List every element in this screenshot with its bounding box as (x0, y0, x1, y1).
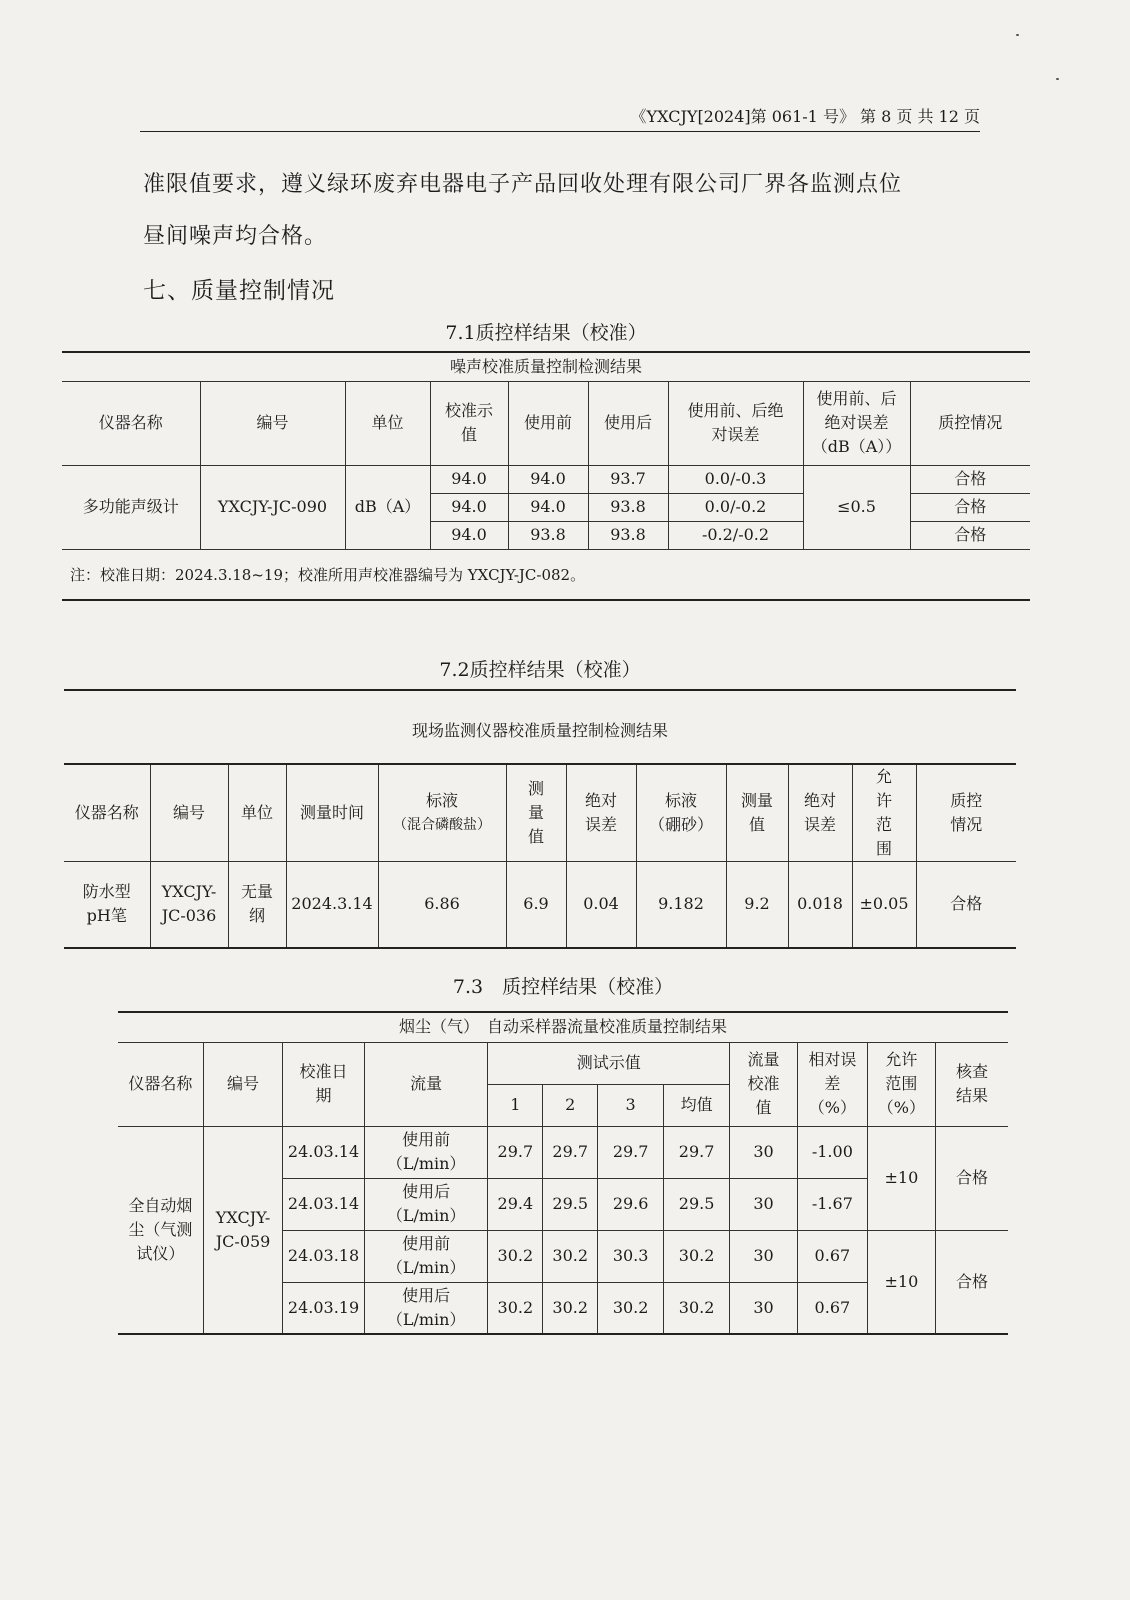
page-header: 《YXCJY[2024]第 061-1 号》 第 8 页 共 12 页 (140, 104, 980, 132)
header-measured-value: 测量值 (506, 764, 566, 862)
intro-line-2: 昼间噪声均合格。 (143, 224, 328, 249)
header-allowed-range: 允许范围（%） (867, 1042, 935, 1126)
header-abs-error-db: 使用前、后绝对误差（dB（A）） (803, 381, 910, 465)
header-reading-1: 1 (488, 1084, 543, 1126)
header-standard-phosphate (378, 764, 506, 862)
relative-error: -1.67 (797, 1178, 867, 1230)
header-code: 编号 (203, 1042, 282, 1126)
header-instrument: 仪器名称 (64, 764, 150, 862)
reading-1: 30.2 (488, 1282, 543, 1334)
qc-result: 合格 (910, 493, 1030, 521)
abs-error: 0.018 (788, 862, 852, 948)
allowed-range: ±10 (867, 1126, 935, 1230)
abs-error: 0.0/-0.3 (668, 465, 803, 493)
reading-1: 29.7 (488, 1126, 543, 1178)
header-qc-status: 质控情况 (910, 381, 1030, 465)
measured-value: 9.2 (726, 862, 788, 948)
calibration-value: 94.0 (430, 521, 508, 549)
flow-label: 使用后（L/min） (364, 1178, 488, 1230)
flow-calibration-table (118, 1011, 1008, 1335)
abs-error: 0.04 (566, 862, 636, 948)
allowed-range: ±0.05 (852, 862, 916, 948)
reading-3: 30.3 (598, 1230, 664, 1282)
header-before: 使用前 (508, 381, 588, 465)
header-measured-value: 测量值 (726, 764, 788, 862)
header-phosphate-label: （混合磷酸盐） (393, 817, 491, 833)
flow-label: 使用前（L/min） (364, 1126, 488, 1178)
after-value: 93.8 (588, 493, 668, 521)
flow-label: 使用后（L/min） (364, 1282, 488, 1334)
standard-phosphate-value: 6.86 (378, 862, 506, 948)
reading-2: 29.5 (543, 1178, 598, 1230)
header-abs-error: 绝对误差 (788, 764, 852, 862)
header-qc-status: 质控情况 (916, 764, 1016, 862)
before-value: 94.0 (508, 493, 588, 521)
header-instrument: 仪器名称 (118, 1042, 203, 1126)
average: 29.5 (664, 1178, 730, 1230)
header-after: 使用后 (588, 381, 668, 465)
header-relative-error: 相对误差（%） (797, 1042, 867, 1126)
header-abs-error: 绝对误差 (566, 764, 636, 862)
table1-bottom-rule (62, 599, 1030, 601)
before-value: 94.0 (508, 465, 588, 493)
header-standard-label: 标液 (425, 791, 458, 810)
header-reading-2: 2 (543, 1084, 598, 1126)
instrument-code: YXCJY-JC-090 (200, 465, 345, 549)
header-reading-3: 3 (598, 1084, 664, 1126)
header-code: 编号 (150, 764, 228, 862)
average: 29.7 (664, 1126, 730, 1178)
instrument-unit: dB（A） (345, 465, 430, 549)
header-unit: 单位 (228, 764, 286, 862)
header-test-readings: 测试示值 (488, 1042, 730, 1084)
header-instrument: 仪器名称 (62, 381, 200, 465)
scan-speck (1016, 34, 1019, 36)
error-limit: ≤0.5 (803, 465, 910, 549)
instrument-code: YXCJY-JC-036 (150, 862, 228, 948)
instrument-unit: 无量纲 (228, 862, 286, 948)
abs-error: 0.0/-0.2 (668, 493, 803, 521)
instrument-name: 防水型pH笔 (64, 862, 150, 948)
reading-1: 29.4 (488, 1178, 543, 1230)
header-measure-time: 测量时间 (286, 764, 378, 862)
table1-note: 注：校准日期：2024.3.18~19；校准所用声校准器编号为 YXCJY-JC-082。 (70, 566, 586, 584)
instrument-name: 多功能声级计 (62, 465, 200, 549)
flow-calibration-value: 30 (730, 1282, 798, 1334)
after-value: 93.7 (588, 465, 668, 493)
table2-subtitle: 现场监测仪器校准质量控制检测结果 (411, 721, 668, 740)
measure-time: 2024.3.14 (286, 862, 378, 948)
header-calibration-value: 校准示值 (430, 381, 508, 465)
instrument-name: 全自动烟尘（气测试仪） (118, 1126, 203, 1334)
calibration-date: 24.03.19 (283, 1282, 365, 1334)
allowed-range: ±10 (867, 1230, 935, 1334)
header-average: 均值 (664, 1084, 730, 1126)
header-standard-label: 标液 (664, 791, 697, 810)
average: 30.2 (664, 1230, 730, 1282)
header-code: 编号 (200, 381, 345, 465)
noise-calibration-table (62, 351, 1030, 550)
relative-error: 0.67 (797, 1282, 867, 1334)
flow-calibration-value: 30 (730, 1126, 798, 1178)
reading-2: 29.7 (543, 1126, 598, 1178)
average: 30.2 (664, 1282, 730, 1334)
calibration-value: 94.0 (430, 465, 508, 493)
reading-2: 30.2 (543, 1230, 598, 1282)
relative-error: -1.00 (797, 1126, 867, 1178)
flow-calibration-value: 30 (730, 1230, 798, 1282)
qc-result: 合格 (916, 862, 1016, 948)
header-abs-error: 使用前、后绝对误差 (668, 381, 803, 465)
table1-subtitle: 噪声校准质量控制检测结果 (62, 352, 1030, 381)
header-unit: 单位 (345, 381, 430, 465)
before-value: 93.8 (508, 521, 588, 549)
calibration-date: 24.03.14 (283, 1126, 365, 1178)
section-title: 七、质量控制情况 (143, 278, 335, 304)
table3-subtitle: 烟尘（气） 自动采样器流量校准质量控制结果 (118, 1012, 1008, 1042)
header-check-result: 核查结果 (936, 1042, 1009, 1126)
qc-result: 合格 (910, 521, 1030, 549)
table3-caption: 7.3 质控样结果（校准） (452, 976, 674, 998)
standard-borax-value: 9.182 (636, 862, 726, 948)
ph-calibration-table (64, 763, 1016, 949)
reading-3: 29.6 (598, 1178, 664, 1230)
check-result: 合格 (936, 1126, 1009, 1230)
relative-error: 0.67 (797, 1230, 867, 1282)
header-calibration-date: 校准日期 (283, 1042, 365, 1126)
header-flow-calibration-value: 流量校准值 (730, 1042, 798, 1126)
instrument-code: YXCJY-JC-059 (203, 1126, 282, 1334)
scan-speck (1056, 78, 1059, 80)
table2-caption: 7.2质控样结果（校准） (439, 659, 641, 681)
qc-result: 合格 (910, 465, 1030, 493)
reading-2: 30.2 (543, 1282, 598, 1334)
header-standard-borax (636, 764, 726, 862)
reading-3: 30.2 (598, 1282, 664, 1334)
calibration-date: 24.03.18 (283, 1230, 365, 1282)
header-allowed-range: 允许范围 (852, 764, 916, 862)
reading-3: 29.7 (598, 1126, 664, 1178)
measured-value: 6.9 (506, 862, 566, 948)
table1-caption: 7.1质控样结果（校准） (445, 322, 647, 344)
after-value: 93.8 (588, 521, 668, 549)
calibration-date: 24.03.14 (283, 1178, 365, 1230)
abs-error: -0.2/-0.2 (668, 521, 803, 549)
flow-label: 使用前（L/min） (364, 1230, 488, 1282)
header-borax-label: （硼砂） (648, 815, 713, 834)
check-result: 合格 (936, 1230, 1009, 1334)
calibration-value: 94.0 (430, 493, 508, 521)
reading-1: 30.2 (488, 1230, 543, 1282)
header-flow: 流量 (364, 1042, 488, 1126)
intro-line-1: 准限值要求，遵义绿环废弃电器电子产品回收处理有限公司厂界各监测点位 (143, 172, 903, 197)
flow-calibration-value: 30 (730, 1178, 798, 1230)
table2-top-rule (64, 689, 1016, 691)
